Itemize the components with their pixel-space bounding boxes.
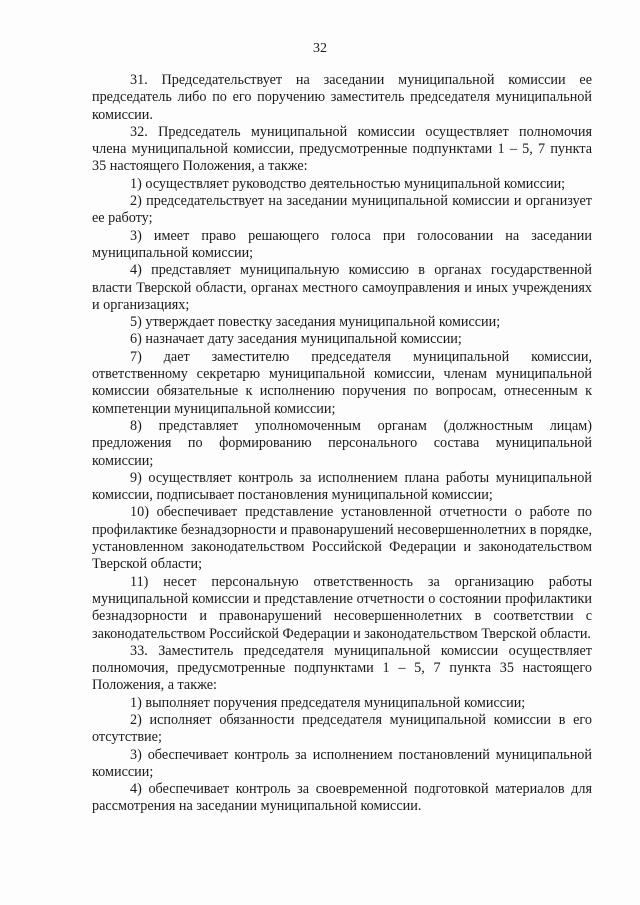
paragraph-31: 31. Председательствует на заседании муниципальной комиссии ее председатель либо по его поручению заместитель председателя муниципальной комиссии.	[92, 72, 592, 123]
list-item: 1) осуществляет руководство деятельностью муниципальной комиссии;	[130, 175, 566, 192]
paragraph-33: 33. Заместитель председателя муниципальной комиссии осуществляет полномочия, предусмотренные подпунктами 1 – 5, 7 пункта 35 настоящего Положения, а также:	[92, 642, 592, 694]
list-item: 3) обеспечивает контроль за исполнением постановлений муниципальной комиссии;	[92, 746, 592, 780]
list-item: 1) выполняет поручения председателя муниципальной комиссии;	[130, 694, 526, 711]
list-item: 7) дает заместителю председателя муниципальной комиссии, ответственному секретарю муниципальной комиссии, членам муниципальной комиссии обязательные к исполнению поручения по вопросам, отнесенным к компетенции муниципальной комиссии;	[92, 348, 592, 417]
list-item: 9) осуществляет контроль за исполнением плана работы муниципальной комиссии, подписывает постановления муниципальной комиссии;	[92, 469, 592, 504]
list-item: 2) председательствует на заседании муниципальной комиссии и организует ее работу;	[92, 193, 592, 227]
list-item: 10) обеспечивает представление установленной отчетности о работе по профилактике безнадзорности и правонарушений несовершеннолетних в порядке, установленном законодательством Российской Федерации и законодательством Тверской области;	[92, 504, 592, 573]
page-number: 32	[313, 41, 327, 56]
list-item: 2) исполняет обязанности председателя муниципальной комиссии в его отсутствие;	[92, 711, 592, 746]
list-item: 6) назначает дату заседания муниципальной комиссии;	[130, 331, 462, 348]
list-item: 11) несет персональную ответственность за организацию работы муниципальной комиссии и представление отчетности о состоянии профилактики безнадзорности и правонарушений несовершеннолетних в соответствии с законодательством Российской Федерации и законодательством Тверской области.	[92, 573, 592, 642]
list-item: 3) имеет право решающего голоса при голосовании на заседании муниципальной комиссии;	[92, 227, 592, 261]
list-item: 8) представляет уполномоченным органам (должностным лицам) предложения по формированию персонального состава муниципальной комиссии;	[92, 417, 592, 469]
list-item: 5) утверждает повестку заседания муниципальной комиссии;	[130, 314, 501, 331]
list-item: 4) представляет муниципальную комиссию в органах государственной власти Тверской области, органах местного самоуправления и иных учреждениях и организациях;	[92, 262, 592, 313]
paragraph-32: 32. Председатель муниципальной комиссии осуществляет полномочия члена муниципальной комиссии, предусмотренные подпунктами 1 – 5, 7 пункта 35 настоящего Положения, а также:	[92, 123, 592, 175]
document-body	[92, 72, 592, 816]
list-item: 4) обеспечивает контроль за своевременной подготовкой материалов для рассмотрения на заседании муниципальной комиссии.	[92, 781, 592, 815]
